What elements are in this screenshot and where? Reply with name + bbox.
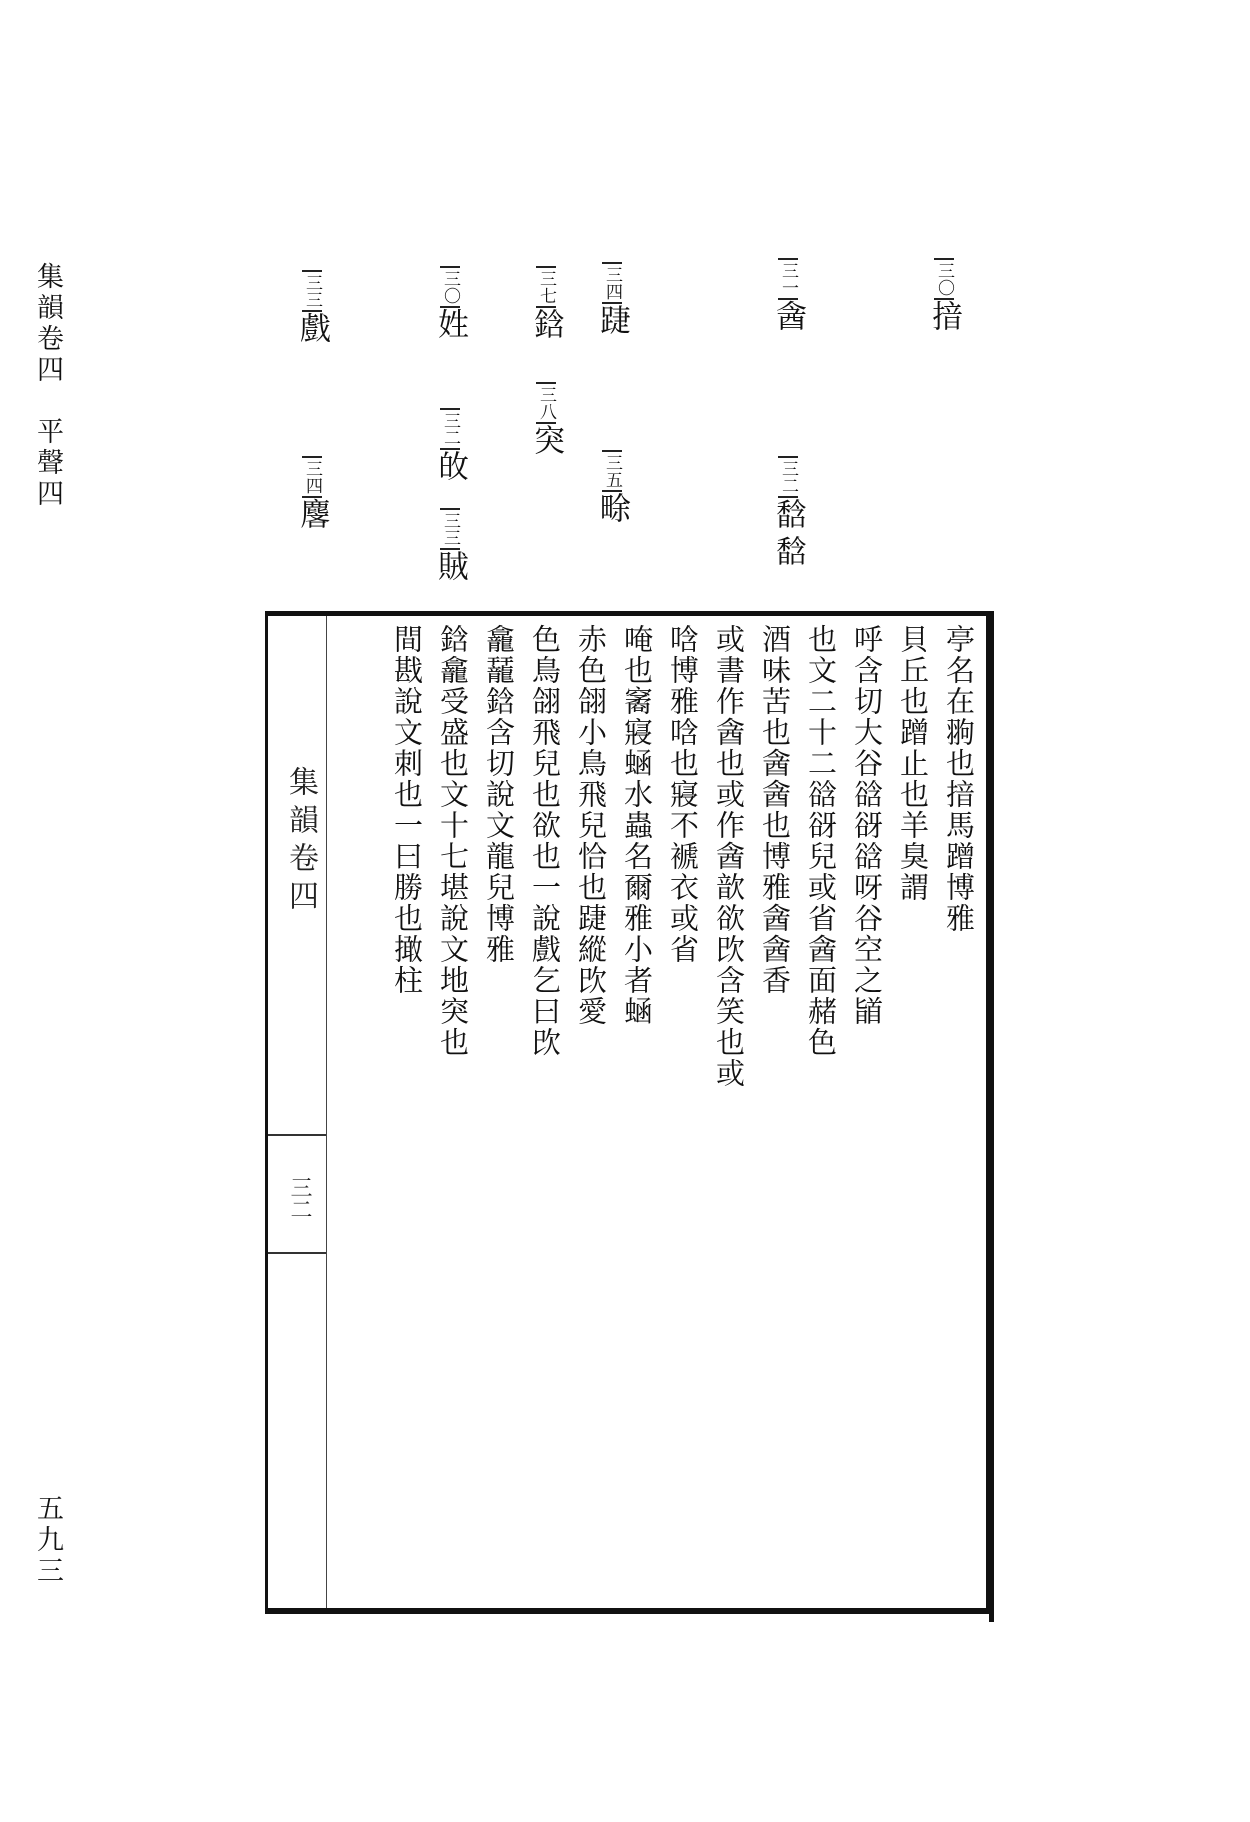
note-mark: 三三 (440, 508, 460, 550)
text-columns (382, 624, 982, 1604)
note-text: 馠馠 (770, 498, 806, 572)
note-text: 畭 (594, 492, 630, 529)
note-mark: 三二 (440, 408, 460, 450)
text-column: 赤色翖小鳥飛兒恰也踕縱㰝愛 (574, 624, 608, 1027)
note-mark: 三三 (302, 270, 322, 312)
note-mark: 三七 (536, 266, 556, 308)
note-text: 揞 (926, 300, 962, 337)
text-column: 貝丘也蹭止也羊臭謂 (896, 624, 930, 903)
note-mark: 三〇 (440, 266, 460, 308)
note-column (432, 508, 468, 587)
note-mark: 三二 (778, 456, 798, 498)
text-column: 鋡龕受盛也文十七堪說文地突也 (436, 624, 470, 1058)
note-text: 踕 (594, 304, 630, 341)
note-text: 姓 (432, 308, 468, 345)
text-column: 呼含切大谷谽谺谽呀谷空之䭫 (850, 624, 884, 1027)
frame-rule (989, 611, 994, 1622)
note-text: 突 (528, 424, 564, 461)
note-column (528, 382, 564, 461)
text-column: 色鳥翖飛兒也欲也一說戲乞曰㰝 (528, 624, 562, 1058)
note-text: 賊 (432, 550, 468, 587)
note-column (294, 270, 330, 349)
text-column: 也文二十二谽谺兒或省酓面赭色 (804, 624, 838, 1058)
note-mark: 三四 (302, 456, 322, 498)
text-column: 龕䶬鋡含切說文龍兒博雅 (482, 624, 516, 965)
fold-divider (268, 1252, 326, 1254)
text-column: 亭名在翑也揞馬蹭博雅 (942, 624, 976, 934)
text-column: 間戡說文刺也一曰勝也撖柱 (390, 624, 424, 996)
fold-leaf-number: 三二 (287, 1176, 312, 1220)
note-mark: 三五 (602, 450, 622, 492)
note-column (294, 456, 330, 535)
note-mark: 三四 (602, 262, 622, 304)
text-column: 或書作酓也或作酓歆欲㰝含笑也或 (712, 624, 746, 1089)
text-column: 酒味苦也酓酓也博雅酓酓香 (758, 624, 792, 996)
note-column (926, 258, 962, 337)
note-text: 酓 (770, 300, 806, 337)
note-mark: 三一 (778, 258, 798, 300)
text-block (265, 611, 989, 1614)
note-column (594, 262, 630, 341)
running-head: 集韻卷四 平聲四 (32, 262, 63, 510)
note-text: 鋡 (528, 308, 564, 345)
note-text: 麐 (294, 498, 330, 535)
note-column (432, 266, 468, 345)
note-column (770, 456, 806, 572)
note-text: 敀 (432, 450, 468, 487)
fold-title: 集韻卷四 (283, 766, 318, 918)
fold-strip (268, 616, 327, 1608)
note-column (770, 258, 806, 337)
text-column: 唵也䆷寢蜬水蟲名爾雅小者蜬 (620, 624, 654, 1027)
note-column (432, 408, 468, 487)
page-number: 五九三 (32, 1494, 63, 1587)
collation-notes (0, 0, 1250, 620)
note-column (528, 266, 564, 345)
note-text: 戲 (294, 312, 330, 349)
fold-divider (268, 1134, 326, 1136)
note-column (594, 450, 630, 529)
text-column: 唅博雅唅也寢不褫衣或省 (666, 624, 700, 965)
note-mark: 三八 (536, 382, 556, 424)
note-mark: 三〇 (934, 258, 954, 300)
